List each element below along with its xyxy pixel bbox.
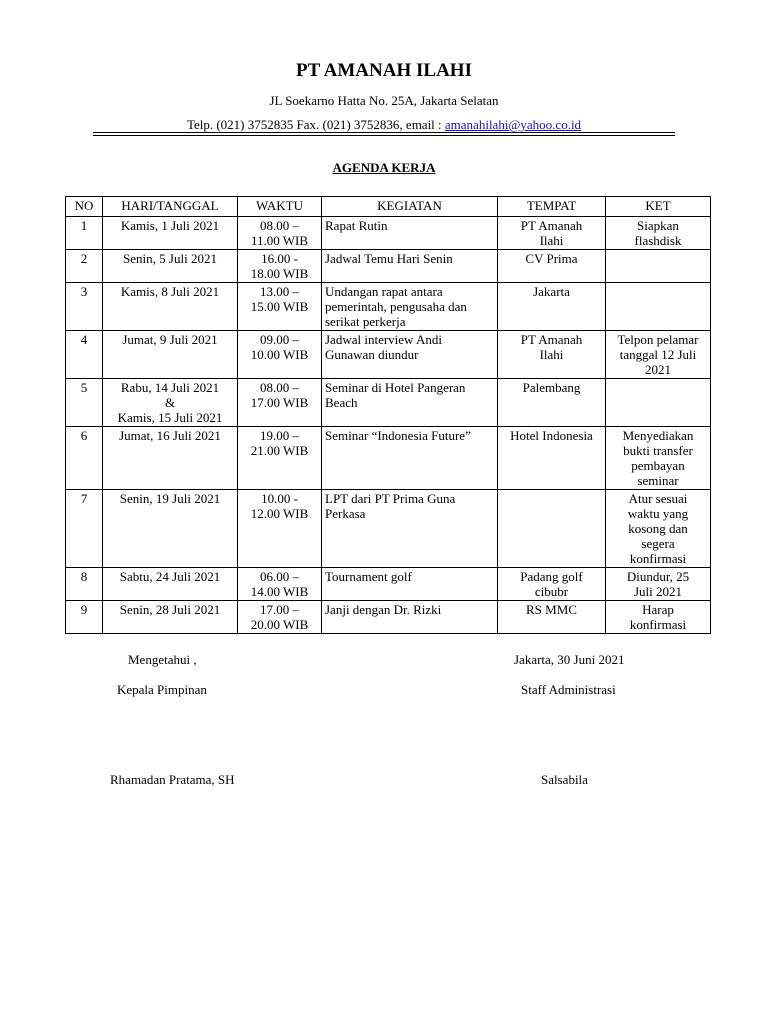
table-row	[66, 427, 711, 490]
cell-date: Rabu, 14 Juli 2021 & Kamis, 15 Juli 2021	[103, 379, 238, 427]
cell-no: 8	[66, 568, 103, 601]
cell-time: 06.00 – 14.00 WIB	[238, 568, 322, 601]
cell-place: Hotel Indonesia	[498, 427, 606, 490]
cell-no: 9	[66, 601, 103, 634]
cell-activity: Janji dengan Dr. Rizki	[322, 601, 498, 634]
cell-time: 10.00 - 12.00 WIB	[238, 490, 322, 568]
col-header-time: WAKTU	[238, 197, 322, 217]
cell-no: 7	[66, 490, 103, 568]
agenda-table-body	[66, 217, 711, 634]
left-signer-name: Rhamadan Pratama, SH	[110, 772, 235, 787]
cell-note: Siapkan flashdisk	[606, 217, 711, 250]
cell-no: 1	[66, 217, 103, 250]
agenda-title: AGENDA KERJA	[332, 160, 436, 175]
cell-activity: Seminar “Indonesia Future”	[322, 427, 498, 490]
cell-activity: Tournament golf	[322, 568, 498, 601]
cell-time: 08.00 – 17.00 WIB	[238, 379, 322, 427]
company-address: JL Soekarno Hatta No. 25A, Jakarta Selatan	[269, 93, 499, 108]
cell-time: 16.00 - 18.00 WIB	[238, 250, 322, 283]
col-header-date: HARI/TANGGAL	[103, 197, 238, 217]
table-row	[66, 490, 711, 568]
table-row	[66, 601, 711, 634]
table-row	[66, 379, 711, 427]
table-header-row	[66, 197, 711, 217]
cell-date: Senin, 5 Juli 2021	[103, 250, 238, 283]
col-header-note: KET	[606, 197, 711, 217]
cell-activity: LPT dari PT Prima Guna Perkasa	[322, 490, 498, 568]
place-date: Jakarta, 30 Juni 2021	[514, 652, 625, 667]
cell-note	[606, 379, 711, 427]
cell-date: Kamis, 1 Juli 2021	[103, 217, 238, 250]
col-header-place: TEMPAT	[498, 197, 606, 217]
table-row	[66, 250, 711, 283]
header-divider-double	[93, 135, 675, 136]
cell-date: Jumat, 9 Juli 2021	[103, 331, 238, 379]
cell-place: Padang golf cibubr	[498, 568, 606, 601]
cell-activity: Undangan rapat antara pemerintah, pengusaha dan serikat perkerja	[322, 283, 498, 331]
cell-place: Jakarta	[498, 283, 606, 331]
cell-date: Senin, 28 Juli 2021	[103, 601, 238, 634]
company-contact	[0, 117, 768, 133]
cell-note: Harap konfirmasi	[606, 601, 711, 634]
cell-place: PT Amanah Ilahi	[498, 217, 606, 250]
cell-date: Sabtu, 24 Juli 2021	[103, 568, 238, 601]
cell-activity: Jadwal Temu Hari Senin	[322, 250, 498, 283]
cell-activity: Rapat Rutin	[322, 217, 498, 250]
header-divider	[93, 132, 675, 133]
cell-time: 13.00 – 15.00 WIB	[238, 283, 322, 331]
cell-activity: Jadwal interview Andi Gunawan diundur	[322, 331, 498, 379]
table-row	[66, 331, 711, 379]
cell-note: Menyediakan bukti transfer pembayan seminar	[606, 427, 711, 490]
right-signer-name: Salsabila	[541, 772, 588, 787]
cell-time: 19.00 – 21.00 WIB	[238, 427, 322, 490]
table-row	[66, 217, 711, 250]
cell-date: Kamis, 8 Juli 2021	[103, 283, 238, 331]
acknowledge-label: Mengetahui ,	[128, 652, 197, 667]
cell-note: Atur sesuai waktu yang kosong dan segera konfirmasi	[606, 490, 711, 568]
cell-place: Palembang	[498, 379, 606, 427]
contact-phone-fax: Telp. (021) 3752835 Fax. (021) 3752836, email :	[186, 117, 445, 132]
cell-note	[606, 250, 711, 283]
cell-place: PT Amanah Ilahi	[498, 331, 606, 379]
cell-time: 09.00 – 10.00 WIB	[238, 331, 322, 379]
cell-no: 6	[66, 427, 103, 490]
cell-no: 2	[66, 250, 103, 283]
col-header-activity: KEGIATAN	[322, 197, 498, 217]
cell-place: CV Prima	[498, 250, 606, 283]
cell-note: Diundur, 25 Juli 2021	[606, 568, 711, 601]
cell-note	[606, 283, 711, 331]
left-signer-role: Kepala Pimpinan	[117, 682, 207, 697]
email-link[interactable]: amanahilahi@yahoo.co.id	[444, 117, 582, 132]
right-signer-role: Staff Administrasi	[521, 682, 616, 697]
cell-no: 4	[66, 331, 103, 379]
cell-place: RS MMC	[498, 601, 606, 634]
cell-note: Telpon pelamar tanggal 12 Juli 2021	[606, 331, 711, 379]
cell-date: Jumat, 16 Juli 2021	[103, 427, 238, 490]
cell-no: 3	[66, 283, 103, 331]
cell-activity: Seminar di Hotel Pangeran Beach	[322, 379, 498, 427]
cell-date: Senin, 19 Juli 2021	[103, 490, 238, 568]
table-row	[66, 283, 711, 331]
table-row	[66, 568, 711, 601]
company-name: PT AMANAH ILAHI	[296, 60, 472, 81]
agenda-table	[65, 196, 711, 634]
cell-place	[498, 490, 606, 568]
cell-time: 08.00 – 11.00 WIB	[238, 217, 322, 250]
col-header-no: NO	[66, 197, 103, 217]
cell-no: 5	[66, 379, 103, 427]
cell-time: 17.00 – 20.00 WIB	[238, 601, 322, 634]
